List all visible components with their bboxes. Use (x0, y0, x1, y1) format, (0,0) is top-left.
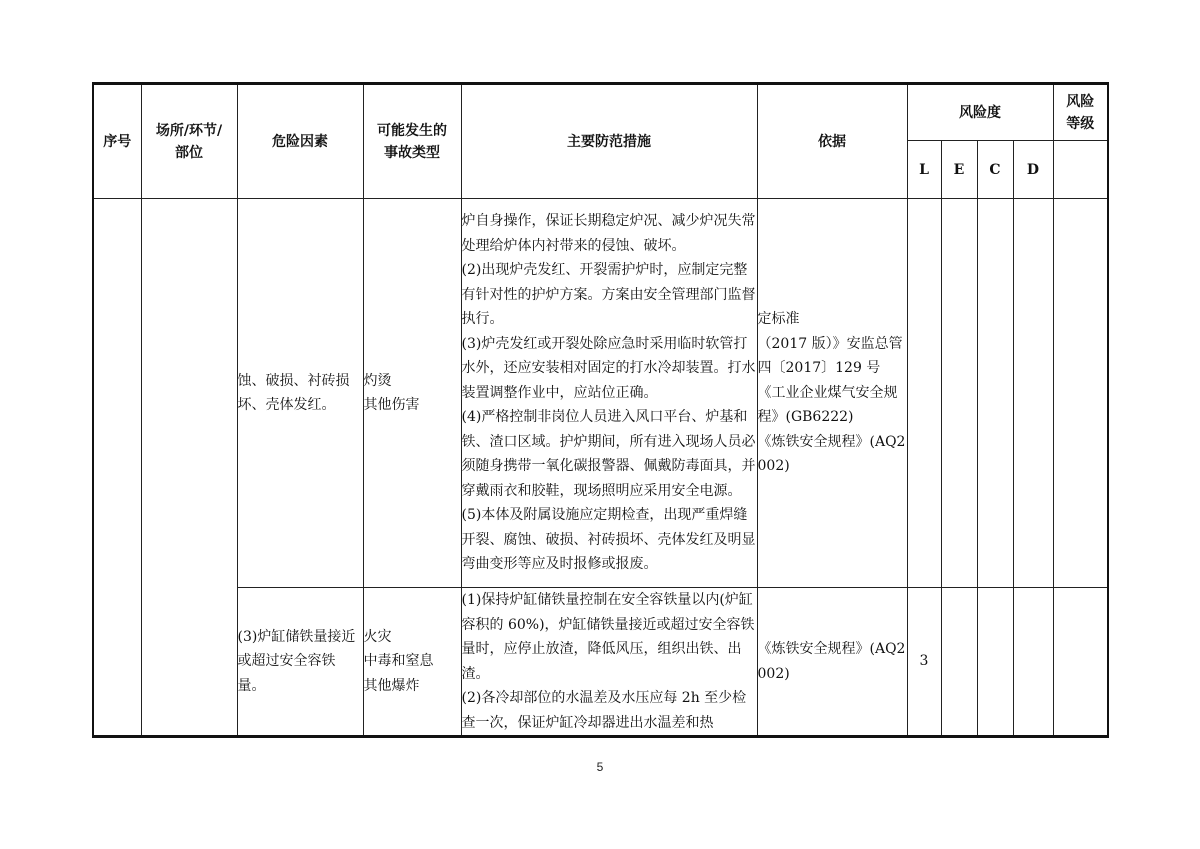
header-seq: 序号 (93, 84, 141, 199)
cell-D (1013, 199, 1053, 588)
table-row (93, 199, 1108, 588)
header-measures: 主要防范措施 (461, 84, 757, 199)
cell-accident-type: 灼烫 其他伤害 (363, 199, 461, 588)
cell-measures: (1)保持炉缸储铁量控制在安全容铁量以内(炉缸容积的 60%)，炉缸储铁量接近或超过安全容铁量时，应停止放渣，降低风压，组织出铁、出渣。 (2)各冷却部位的水温差及水压应每 2h 至少检查一次，保证炉缸冷却器进出水温差和热 (461, 588, 757, 737)
cell-risk-level (1053, 199, 1108, 588)
header-C: C (977, 141, 1013, 199)
page-number: 5 (596, 760, 604, 774)
cell-L (907, 199, 941, 588)
header-D: D (1013, 141, 1053, 199)
cell-basis: 《炼铁安全规程》(AQ2002) (757, 588, 907, 737)
header-hazard: 危险因素 (237, 84, 363, 199)
header-L: L (907, 141, 941, 199)
risk-assessment-table (92, 82, 1109, 738)
cell-seq (93, 199, 141, 737)
header-risk-level: 风险等级 (1053, 84, 1108, 141)
header-risk-degree: 风险度 (907, 84, 1053, 141)
cell-C (977, 199, 1013, 588)
cell-E (941, 199, 977, 588)
table-row (93, 588, 1108, 737)
header-accident-type: 可能发生的事故类型 (363, 84, 461, 199)
cell-hazard: 蚀、破损、衬砖损坏、壳体发红。 (237, 199, 363, 588)
header-basis: 依据 (757, 84, 907, 199)
header-risk-level-blank (1053, 141, 1108, 199)
cell-D (1013, 588, 1053, 737)
cell-basis: 定标准 （2017 版）》安监总管四〔2017〕129 号《工业企业煤气安全规程》(GB6222) 《炼铁安全规程》(AQ2002) (757, 199, 907, 588)
header-location: 场所/环节/部位 (141, 84, 237, 199)
cell-location (141, 199, 237, 737)
cell-risk-level (1053, 588, 1108, 737)
cell-hazard: (3)炉缸储铁量接近或超过安全容铁量。 (237, 588, 363, 737)
cell-measures: 炉自身操作，保证长期稳定炉况、减少炉况失常处理给炉体内衬带来的侵蚀、破坏。 (2)出现炉壳发红、开裂需护炉时，应制定完整有针对性的护炉方案。方案由安全管理部门监督执行。 (3)炉壳发红或开裂处除应急时采用临时软管打水外，还应安装相对固定的打水冷却装置。打水装置调整作业中，应站位正确。 (4)严格控制非岗位人员进入风口平台、炉基和铁、渣口区域。护炉期间，所有进入现场人员必须随身携带一氧化碳报警器、佩戴防毒面具，并穿戴雨衣和胶鞋，现场照明应采用安全电源。 (5)本体及附属设施应定期检查，出现严重焊缝开裂、腐蚀、破损、衬砖损坏、壳体发红及明显弯曲变形等应及时报修或报废。 (461, 199, 757, 588)
cell-E (941, 588, 977, 737)
cell-C (977, 588, 1013, 737)
header-E: E (941, 141, 977, 199)
cell-L: 3 (907, 588, 941, 737)
cell-accident-type: 火灾 中毒和窒息 其他爆炸 (363, 588, 461, 737)
